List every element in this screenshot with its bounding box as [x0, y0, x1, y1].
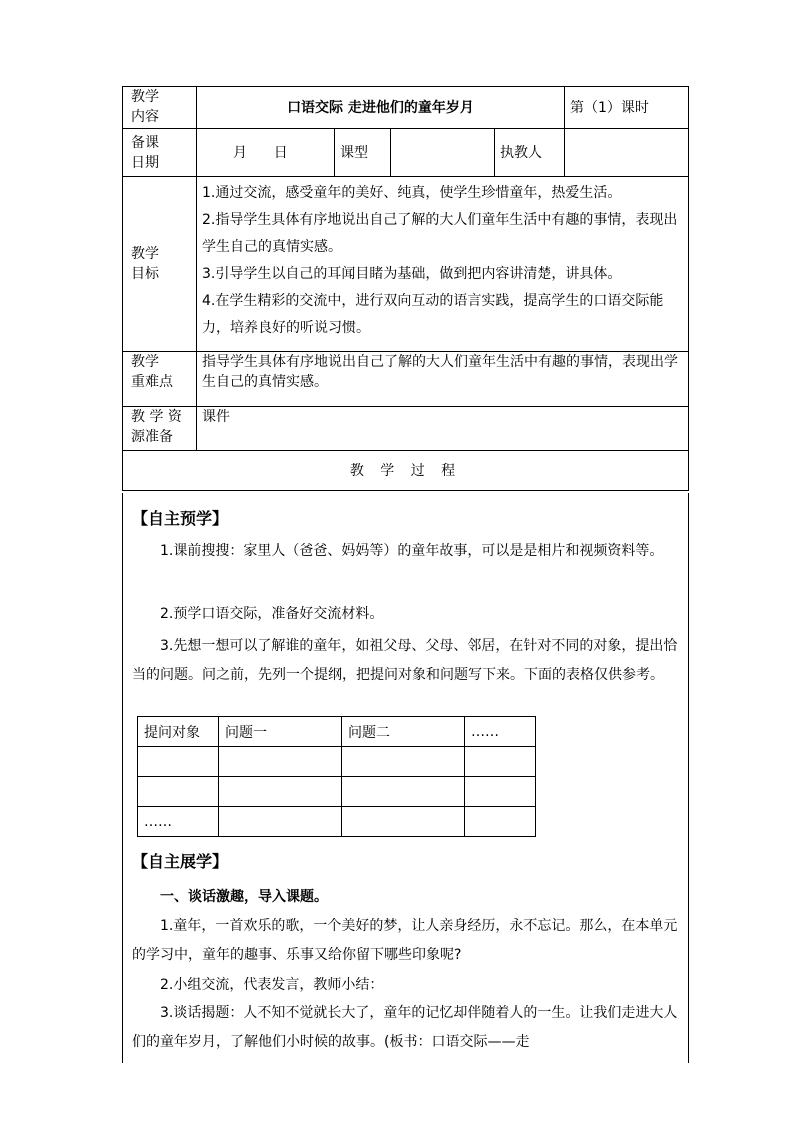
lesson-title: 口语交际 走进他们的童年岁月	[197, 87, 565, 129]
lesson-header-table	[122, 86, 689, 491]
teacher-label: 执教人	[495, 129, 565, 177]
period-label: 第（1）课时	[565, 87, 689, 129]
question-table	[137, 716, 536, 837]
date-value: 月 日	[197, 129, 335, 177]
question-table-cell: ……	[138, 807, 219, 837]
resource-text: 课件	[197, 407, 689, 451]
goal-item: 2.指导学生具体有序地说出自己了解的大人们童年生活中有趣的事情，表现出学生自己的真情实感。	[202, 212, 678, 255]
teacher-value	[565, 129, 689, 177]
show-para-2: 2.小组交流，代表发言，教师小结：	[160, 977, 384, 993]
question-table-header: ……	[465, 717, 536, 747]
preview-para-2: 2.预学口语交际，准备好交流材料。	[160, 606, 384, 622]
type-label: 课型	[335, 129, 391, 177]
goals-cell	[197, 177, 689, 352]
resource-label: 教 学 资 源准备	[123, 407, 197, 451]
section-preview-title: 【自主预学】	[132, 509, 229, 528]
section-show-title: 【自主展学】	[132, 852, 229, 871]
question-table-header: 问题二	[342, 717, 465, 747]
table-row	[138, 747, 536, 777]
show-para-1: 1.童年，一首欢乐的歌，一个美好的梦，让人亲身经历，永不忘记。那么，在本单元的学习中，童年的趣事、乐事又给你留下哪些印象呢?	[132, 918, 678, 963]
key-points-label: 教学 重难点	[123, 352, 197, 407]
preview-para-1: 1.课前搜搜：家里人（爸爸、妈妈等）的童年故事，可以是是相片和视频资料等。	[160, 543, 664, 559]
table-row	[138, 807, 536, 837]
key-points-text: 指导学生具体有序地说出自己了解的大人们童年生活中有趣的事情，表现出学生自己的真情实感。	[197, 352, 689, 407]
date-label: 备课 日期	[123, 129, 197, 177]
preview-para-3: 3.先想一想可以了解谁的童年，如祖父母、父母、邻居，在针对不同的对象，提出恰当的问题。问之前，先列一个提纲，把提问对象和问题写下来。下面的表格仅供参考。	[132, 638, 678, 683]
question-table-header: 提问对象	[138, 717, 219, 747]
table-row	[138, 777, 536, 807]
goal-item: 3.引导学生以自己的耳闻目睹为基础，做到把内容讲清楚，讲具体。	[202, 266, 622, 282]
show-para-3: 3.谈话揭题：人不知不觉就长大了，童年的记忆却伴随着人的一生。让我们走进大人们的童年岁月，了解他们小时候的故事。(板书：口语交际——走	[132, 1005, 678, 1050]
process-heading: 教 学 过 程	[123, 451, 689, 491]
goal-item: 1.通过交流，感受童年的美好、纯真，使学生珍惜童年，热爱生活。	[202, 185, 622, 201]
goal-item: 4.在学生精彩的交流中，进行双向互动的语言实践，提高学生的口语交际能力，培养良好的听说习惯。	[202, 293, 664, 336]
question-table-header: 问题一	[219, 717, 342, 747]
show-subheading: 一、谈话激趣，导入课题。	[160, 889, 328, 905]
type-value	[391, 129, 495, 177]
goals-label: 教学 目标	[123, 177, 197, 352]
content-label: 教学 内容	[123, 87, 197, 129]
